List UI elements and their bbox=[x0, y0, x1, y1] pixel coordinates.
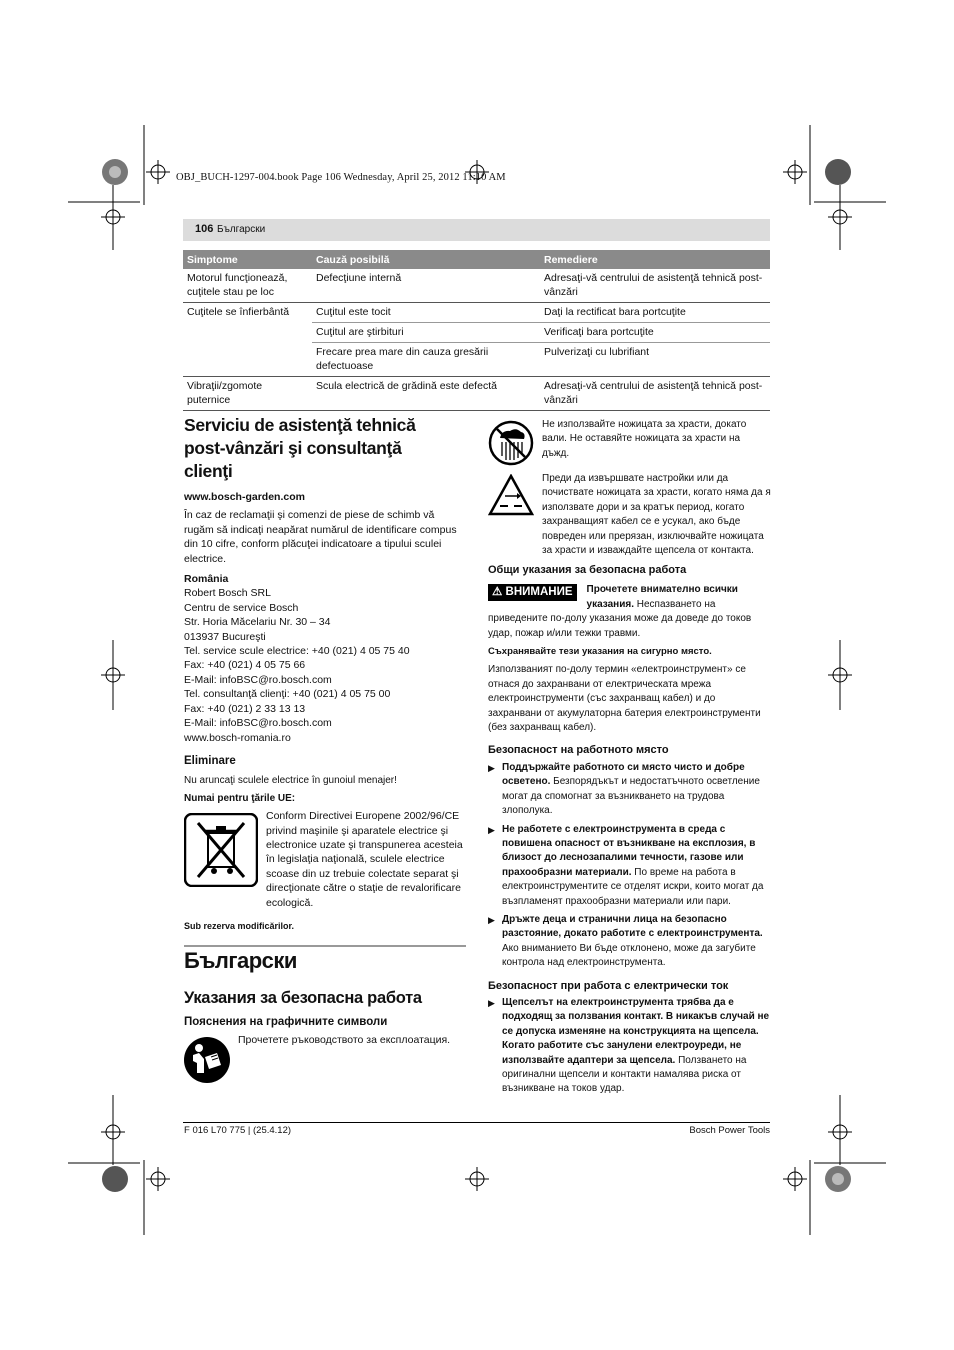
item-text: Безпорядъкът и недостатъчното осветление могат да спомогнат за възникването на трудова злополука. bbox=[502, 776, 760, 817]
item-bold: Дръжте деца и странични лица на безопасно разстояние, докато работите с електроинструмента. bbox=[502, 913, 763, 940]
disposal-heading: Eliminare bbox=[184, 754, 236, 767]
table-cell: Adresaţi-vă centrului de asistenţă tehnică post-vânzări bbox=[540, 269, 770, 303]
manual-text: Прочетете ръководството за експлоатация. bbox=[238, 1034, 451, 1046]
table-cell: Cuţitele se înfierbântă bbox=[187, 306, 290, 318]
electrical-heading: Безопасност при работа с електрически ток bbox=[488, 979, 729, 992]
item-bold: Не работете с електроинструмента в среда с повишена опасност от възникване на експлозия, в близост до леснозапалими течности, газове или прахообразни материали. bbox=[502, 823, 756, 878]
item-bold: Поддържайте работното си място чисто и добре осветено. bbox=[502, 761, 745, 788]
address-line: Tel. consultanţă clienţi: +40 (021) 4 05 75 00 bbox=[184, 688, 391, 701]
website-link[interactable]: www.bosch-garden.com bbox=[184, 491, 305, 503]
list-item bbox=[488, 913, 770, 971]
address-line: Str. Horia Măcelariu Nr. 30 – 34 bbox=[184, 616, 331, 629]
item-text: Ако вниманието Ви бъде отклонено, може да загубите контрола над електроинструмента. bbox=[502, 942, 756, 969]
footer-rule bbox=[183, 1122, 770, 1123]
footer-right: Bosch Power Tools bbox=[689, 1125, 770, 1136]
list-item bbox=[488, 761, 770, 819]
safety-heading: Указания за безопасна работа bbox=[184, 989, 422, 1007]
general-safety-heading: Общи указания за безопасна работа bbox=[488, 564, 687, 576]
address-line: Tel. service scule electrice: +40 (021) 4 05 75 40 bbox=[184, 645, 410, 658]
print-header: OBJ_BUCH-1297-004.book Page 106 Wednesday, April 25, 2012 11:10 AM bbox=[176, 172, 506, 183]
table-header: Cauză posibilă bbox=[312, 250, 540, 269]
country-label: România bbox=[184, 573, 229, 586]
electrical-list bbox=[488, 996, 770, 1097]
table-cell: Motorul funcţionează, cuţitele stau pe loc bbox=[183, 269, 312, 303]
table-cell: Frecare prea mare din cauza gresării defectuoase bbox=[312, 343, 540, 377]
warning-badge bbox=[488, 584, 577, 600]
table-header-row bbox=[183, 250, 770, 269]
page-language: Български bbox=[217, 224, 266, 235]
left-column bbox=[184, 414, 466, 934]
address-line: Robert Bosch SRL bbox=[184, 587, 271, 600]
page-number: 106 bbox=[195, 223, 214, 235]
arrow-bullet-icon: ▶ bbox=[488, 762, 495, 773]
page-bar bbox=[183, 219, 770, 241]
workplace-list bbox=[488, 761, 770, 971]
troubleshooting-table bbox=[183, 250, 770, 411]
table-row bbox=[183, 323, 770, 343]
weee-bin-icon bbox=[184, 813, 258, 887]
table-cell: Pulverizaţi cu lubrifiant bbox=[540, 343, 770, 377]
table-row bbox=[183, 343, 770, 377]
weee-text: Conform Directivei Europene 2002/96/CE privind maşinile şi aparatele electrice şi electronice uzate şi transpunerea acesteia în legislaţia naţională, sculele electrice scoase din uz trebuie colectate separat şi direcţionate către o staţie de revalorificare ecologică. bbox=[266, 810, 463, 909]
footer-left: F 016 L70 775 | (25.4.12) bbox=[184, 1125, 292, 1136]
weee-block bbox=[184, 809, 466, 931]
address-line: Centru de service Bosch bbox=[184, 601, 299, 614]
address-block bbox=[184, 586, 466, 744]
no-rain-icon bbox=[488, 420, 534, 466]
language-heading: Български bbox=[184, 948, 297, 973]
address-line: E-Mail: infoBSC@ro.bosch.com bbox=[184, 717, 332, 730]
symbols-heading: Пояснения на графичните символи bbox=[184, 1016, 388, 1028]
table-cell: Cuţitul este tocit bbox=[312, 303, 540, 323]
warning-triangle-icon: ⚠ bbox=[492, 586, 503, 599]
workplace-heading: Безопасност на работното място bbox=[488, 744, 669, 757]
term-text: Използваният по-долу термин «електроинструмент» се отнася до захранвани от електрическата мрежа електроинструменти (със захранващ кабел) и до захранвани от акумулаторна батерия електроинструменти (без захранващ кабел). bbox=[488, 664, 761, 734]
table-header: Simptome bbox=[183, 250, 312, 269]
service-heading: Serviciu de asistenţă tehnică post-vânzări şi consultanţă clienţi bbox=[184, 415, 416, 481]
right-column bbox=[488, 563, 770, 1097]
table-row bbox=[183, 269, 770, 303]
item-bold: Щепселът на електроинструмента трябва да е подходящ за ползвания контакт. В никакъв случай не се допуска изменяне на конструкцията на щепсела. Когато работите със занулени електроуреди, не използвайте адаптери за щепсела. bbox=[502, 996, 770, 1066]
address-line: 013937 Bucureşti bbox=[184, 630, 266, 643]
warning-text: Неспазването на приведените по-долу указания може да доведе до токов удар, пожар и/или тежки травми. bbox=[488, 598, 752, 639]
arrow-bullet-icon: ▶ bbox=[488, 824, 495, 835]
address-line: Fax: +40 (021) 4 05 75 66 bbox=[184, 659, 306, 672]
arrow-bullet-icon: ▶ bbox=[488, 914, 495, 925]
list-item bbox=[488, 823, 770, 909]
cable-text: Преди да извършвате настройки или да почиствате ножицата за храсти, когато няма да я използвате дори и за кратък период, когато захранващият кабел се е усукал, ако бъде повреден или прерязан, изключвайте ножицата за храсти и изваждайте щепсела от контакта. bbox=[542, 473, 771, 557]
service-text: În caz de reclamaţii şi comenzi de piese de schimb vă rugăm să indicaţi neapărat numărul de identificare compus din 10 cifre, conform plăcuţei indicatoare a tipului sculei electrice. bbox=[184, 509, 457, 565]
table-cell: Daţi la rectificat bara portcuţite bbox=[540, 303, 770, 323]
section-divider bbox=[184, 945, 466, 947]
table-header: Remediere bbox=[540, 250, 770, 269]
warning-bold: Прочетете внимателно всички указания. bbox=[586, 584, 738, 610]
address-line: Fax: +40 (021) 2 33 13 13 bbox=[184, 702, 306, 715]
keep-instructions: Съхранявайте тези указания на сигурно място. bbox=[488, 646, 712, 658]
reserve-note: Sub rezerva modificărilor. bbox=[184, 921, 295, 932]
table-row bbox=[183, 377, 770, 411]
table-cell: Scula electrică de grădină este defectă bbox=[312, 377, 540, 411]
warning-block bbox=[488, 583, 770, 641]
item-text: Ползването на оригинални щепсели и контакти намалява риска от възникване на токов удар. bbox=[502, 1054, 747, 1095]
warning-label: ВНИМАНИЕ bbox=[505, 586, 573, 599]
list-item bbox=[488, 996, 770, 1097]
table-row bbox=[183, 303, 770, 323]
address-line: E-Mail: infoBSC@ro.bosch.com bbox=[184, 673, 332, 686]
arrow-bullet-icon: ▶ bbox=[488, 997, 495, 1008]
table-cell: Verificaţi bara portcuţite bbox=[540, 323, 770, 343]
table-cell: Cuţitul are ştirbituri bbox=[312, 323, 540, 343]
table-cell: Defecţiune internă bbox=[312, 269, 540, 303]
disposal-text: Nu aruncaţi sculele electrice în gunoiul menajer! bbox=[184, 775, 397, 787]
table-cell bbox=[183, 323, 312, 343]
unplug-warning-icon bbox=[488, 474, 534, 516]
rain-text: Не използвайте ножицата за храсти, докато вали. Не оставяйте ножицата за храсти на дъжд. bbox=[542, 419, 747, 459]
read-manual-icon bbox=[184, 1037, 230, 1083]
table-cell: Adresaţi-vă centrului de asistenţă tehnică post-vânzări bbox=[540, 377, 770, 411]
eu-only-label: Numai pentru ţările UE: bbox=[184, 792, 296, 804]
address-line: www.bosch-romania.ro bbox=[184, 731, 291, 744]
table-cell bbox=[183, 343, 312, 377]
item-text: По време на работа в електроинструментите се отделят искри, които могат да възпламенят прахообразни материали или пари. bbox=[502, 866, 764, 907]
table-cell: Vibraţii/zgomote puternice bbox=[183, 377, 312, 411]
